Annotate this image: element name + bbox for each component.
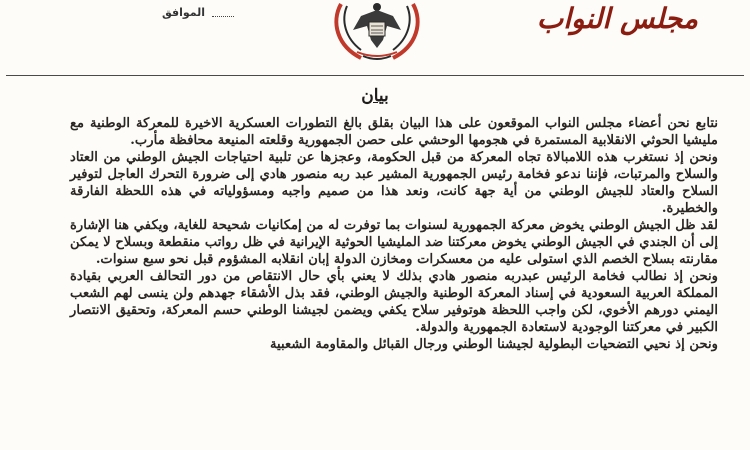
- paragraph: ونحن إذ نحيي التضحيات البطولية لجيشنا الوطني ورجال القبائل والمقاومة الشعبية: [269, 337, 718, 352]
- document-title: بيان: [361, 86, 389, 106]
- date-label: الموافق: [162, 6, 206, 19]
- yemen-eagle-emblem-icon: [327, 0, 427, 62]
- letterhead: [0, 0, 750, 75]
- document-body: [70, 115, 718, 353]
- organization-name: مجلس النواب: [536, 2, 698, 35]
- header-divider: [6, 75, 744, 76]
- paragraph: لقد ظل الجيش الوطني يخوض معركة الجمهورية لسنوات بما توفرت له من إمكانيات شحيحة للغاية، ويكفي هنا الإشارة إلى أن الجندي في الجيش الوطني يخوض معركتنا ضد المليشيا الحوثية الإيرانية في ظل رواتب منقطعة وبسلاح لا يمكن مقارنته بسلاح الخصم الذي استولى عليه من معسكرات ومخازن الدولة إبان انقلابه المشؤوم قبل نحو سبع سنوات.: [70, 218, 718, 267]
- paragraph: نتابع نحن أعضاء مجلس النواب الموقعون على هذا البيان بقلق بالغ التطورات العسكرية الاخيرة للمعركة الوطنية مع مليشيا الحوثي الانقلابية المستمرة في هجومها الوحشي على حصن الجمهورية وقلعته المنيعة محافظة مأرب.: [70, 116, 718, 148]
- paragraph: ونحن إذ نستغرب هذه اللامبالاة تجاه المعركة من قبل الحكومة، وعجزها عن تلبية احتياجات الجيش الوطني من العتاد والسلاح والمرتبات، فإننا ندعو فخامة رئيس الجمهورية المشير عبد ربه منصور هادي إلى ضرورة التحرك العاجل لتوفير السلاح والعتاد للجيش الوطني من أية جهة كانت، ونعد هذا من صميم واجبه ومسؤولياته في هذه اللحظة الفارقة والخطيرة.: [70, 150, 718, 216]
- paragraph: ونحن إذ نطالب فخامة الرئيس عبدربه منصور هادي بذلك لا يعني بأي حال الانتقاص من دور التحالف العربي بقيادة المملكة العربية السعودية في إسناد المعركة الوطنية والجيش الوطني، فقد بذل الأشقاء جهدهم ولن ينسى لهم الشعب اليمني دورهم الأخوي، لكن واجب اللحظة هوتوفير سلاح يكفي ويضمن لجيشنا الوطني حسم المعركة، وتحقيق الانتصار الكبير في معركتنا الوجودية لاستعادة الجمهورية والدولة.: [70, 269, 718, 335]
- date-field-line: [212, 6, 234, 17]
